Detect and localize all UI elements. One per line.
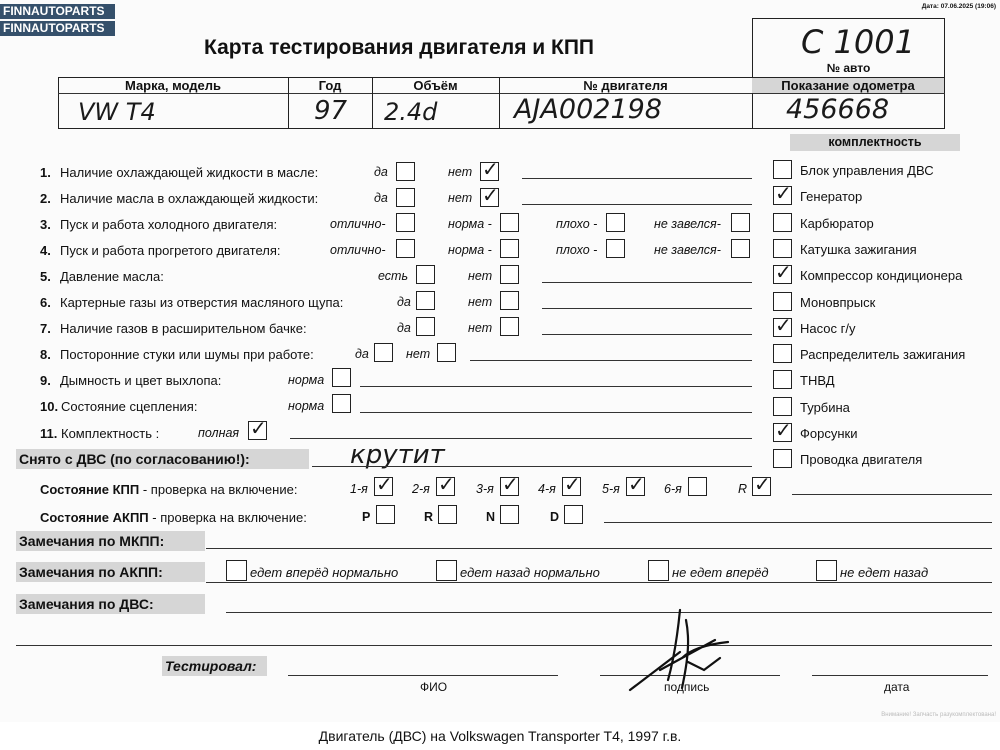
check-mark: ✓ [754,472,771,496]
q3-num: 3. [40,217,51,232]
date-label: дата [884,680,910,694]
akpp-row [40,510,307,525]
akpp-remark-box[interactable] [226,560,247,581]
q4-o3: плохо - [556,243,598,257]
q7-num: 7. [40,321,51,336]
q4-o2: норма - [448,243,492,257]
q5-yes-label: есть [378,269,409,283]
remarks-dvs-line-2 [16,645,992,646]
completeness-box[interactable] [773,449,792,468]
completeness-box[interactable] [773,292,792,311]
akpp-label: Состояние АКПП [40,510,149,525]
completeness-box[interactable] [773,397,792,416]
car-number-value: С 1001 [801,23,915,61]
remarks-akpp-label: Замечания по АКПП: [16,562,205,582]
kpp-gear-label: 1-я [350,482,368,496]
q10-box[interactable] [332,394,351,413]
q3-o2-box[interactable] [500,213,519,232]
q8-yes-label: да [355,347,369,361]
q5-label: Давление масла: [60,269,164,284]
date-line [812,675,988,676]
q4-o1-box[interactable] [396,239,415,258]
q6-label: Картерные газы из отверстия масляного щупа: [60,295,344,310]
check-mark: ✓ [482,183,499,207]
completeness-label: Генератор [800,189,863,205]
q9-num: 9. [40,373,51,388]
remarks-mkpp-line [206,548,992,549]
completeness-box[interactable] [773,239,792,258]
check-mark: ✓ [775,260,792,285]
q10-label: Состояние сцепления: [61,399,198,414]
completeness-label: Блок управления ДВС [800,163,934,178]
q2-label: Наличие масла в охлаждающей жидкости: [60,191,319,206]
completeness-box[interactable] [773,160,792,179]
q11-label: Комплектность : [61,426,160,441]
q3-o3-box[interactable] [606,213,625,232]
completeness-box[interactable] [773,344,792,363]
val-odometer: 456668 [786,94,890,125]
q2-yes-box[interactable] [396,188,415,207]
akpp-mode-label: D [550,510,560,524]
kpp-gear-label: 6-я [664,482,682,496]
q8-no-box[interactable] [437,343,456,362]
watermark-line2: FINNAUTOPARTS [0,21,115,36]
q4-label: Пуск и работа прогретого двигателя: [60,243,281,258]
completeness-label: Катушка зажигания [800,241,917,257]
q4-o3-box[interactable] [606,239,625,258]
q11-line [290,438,752,439]
q1-yes-box[interactable] [396,162,415,181]
col-make: Марка, модель [124,78,222,93]
completeness-box[interactable] [773,213,792,232]
kpp-row [40,482,297,497]
kpp-gear-box[interactable] [626,472,645,496]
q4-o4: не завелся- [654,243,721,257]
col-year: Год [318,78,342,93]
kpp-gear-label: R [738,482,748,496]
q8-line [470,360,752,361]
q3-o2: норма - [448,217,492,231]
akpp-mode-box[interactable] [564,505,583,524]
completeness-box[interactable] [773,418,792,442]
faint-note: Внимание! Запчасть разукомплектована! [881,712,996,718]
q9-line [360,386,752,387]
check-mark: ✓ [438,472,455,496]
akpp-mode-box[interactable] [500,505,519,524]
q8-label: Посторонние стуки или шумы при работе: [60,347,314,362]
q7-no-label: нет [468,321,493,335]
q1-no-box[interactable] [480,157,499,181]
q10-line [360,412,752,413]
q7-yes-box[interactable] [416,317,435,336]
q1-no-label: нет [448,165,473,179]
q4-o4-box[interactable] [731,239,750,258]
remarks-mkpp-label: Замечания по МКПП: [16,531,205,551]
q4-o2-box[interactable] [500,239,519,258]
q11-opt: полная [198,426,240,440]
q5-no-box[interactable] [500,265,519,284]
q3-o4: не завелся- [654,217,721,231]
removed-label: Снято с ДВС (по согласованию!): [16,449,309,469]
remarks-dvs-label: Замечания по ДВС: [16,594,205,614]
kpp-gear-box[interactable] [374,472,393,496]
kpp-gear-label: 3-я [476,482,494,496]
tested-label: Тестировал: [162,656,267,676]
col-engine-no: № двигателя [583,78,668,93]
kpp-gear-box[interactable] [436,472,455,496]
check-mark: ✓ [775,418,792,442]
val-year: 97 [314,96,348,126]
q1-yes-label: да [374,165,388,179]
q10-opt: норма [288,399,325,413]
q5-no-label: нет [468,269,493,283]
col-volume: Объём [413,78,458,93]
akpp-remark-label: не едет вперёд [672,565,769,580]
sign-label: подпись [664,680,710,694]
akpp-remark-box[interactable] [436,560,457,581]
q1-label: Наличие охлаждающей жидкости в масле: [60,165,319,180]
akpp-mode-label: R [424,510,434,524]
check-mark: ✓ [775,181,792,206]
val-make: VW T4 [78,98,156,126]
kpp-gear-box[interactable] [562,472,581,496]
q11-num: 11. [40,426,58,441]
akpp-mode-label: P [362,510,371,524]
completeness-label: Турбина [800,399,850,415]
q6-no-box[interactable] [500,291,519,310]
date-stamp: Дата: 07.06.2025 (19:06) [921,3,996,10]
q3-o1: отлично- [330,217,386,231]
q3-o3: плохо - [556,217,598,231]
q2-yes-label: да [374,191,388,205]
q7-yes-label: да [397,321,411,335]
kpp-gear-label: 4-я [538,482,556,496]
akpp-mode-label: N [486,510,496,524]
q3-o1-box[interactable] [396,213,415,232]
akpp-remark-box[interactable] [816,560,837,581]
q6-num: 6. [40,295,51,310]
completeness-label: Насос г/у [800,320,856,336]
check-mark: ✓ [376,472,393,496]
q7-label: Наличие газов в расширительном бачке: [60,321,307,336]
fio-line [288,675,558,676]
q5-line [542,282,752,283]
q1-num: 1. [40,165,51,180]
q5-num: 5. [40,269,51,284]
q4-o1: отлично- [330,243,386,257]
completeness-label: ТНВД [800,373,835,389]
q2-no-box[interactable] [480,183,499,207]
check-mark: ✓ [564,472,581,496]
akpp-remark-box[interactable] [648,560,669,581]
q6-no-label: нет [468,295,493,309]
akpp-remark-label: едет вперёд нормально [250,565,399,580]
q3-label: Пуск и работа холодного двигателя: [60,217,278,232]
col-odometer: Показание одометра [781,78,915,93]
form-title: Карта тестирования двигателя и КПП [204,36,595,59]
watermark-line1: FINNAUTOPARTS [0,4,115,19]
q9-label: Дымность и цвет выхлопа: [60,373,222,388]
completeness-label: Форсунки [800,426,858,441]
completeness-label: Моновпрыск [800,294,876,310]
check-mark: ✓ [628,472,645,496]
remarks-dvs-line-1 [226,612,992,613]
q1-line [522,178,752,179]
removed-line [312,466,752,467]
completeness-box[interactable] [773,312,792,337]
check-mark: ✓ [775,312,792,337]
kpp-gear-label: 5-я [602,482,620,496]
completeness-title: комплектность [790,134,960,151]
completeness-label: Компрессор кондиционера [800,268,963,284]
completeness-box[interactable] [773,260,792,285]
q2-no-label: нет [448,191,473,205]
kpp-label: Состояние КПП [40,482,140,497]
removed-hand: крутит [350,440,445,470]
q7-no-box[interactable] [500,317,519,336]
car-number-box [752,18,945,77]
kpp-sub: - проверка на включение: [139,482,298,497]
akpp-mode-box[interactable] [376,505,395,524]
kpp-gear-box[interactable] [500,472,519,496]
fio-label: ФИО [420,680,448,694]
q10-num: 10. [40,399,59,414]
completeness-label: Карбюратор [800,215,874,231]
q4-num: 4. [40,243,51,258]
akpp-remark-label: едет назад нормально [460,565,600,580]
completeness-box[interactable] [773,181,792,206]
completeness-label: Распределитель зажигания [800,347,966,363]
check-mark: ✓ [482,157,499,181]
val-engine-no: AJA002198 [514,94,662,125]
completeness-label: Проводка двигателя [800,452,923,468]
q2-line [522,204,752,205]
q8-no-label: нет [406,347,431,361]
akpp-line [604,522,992,523]
completeness-box[interactable] [773,370,792,389]
image-caption: Двигатель (ДВС) на Volkswagen Transporter T4, 1997 г.в. [318,728,682,744]
q11-box[interactable] [248,416,267,440]
q2-num: 2. [40,191,51,206]
akpp-sub: - проверка на включение: [148,510,307,525]
check-mark: ✓ [502,472,519,496]
kpp-gear-label: 2-я [412,482,430,496]
signature [620,600,740,700]
q6-line [542,308,752,309]
kpp-gear-box[interactable] [688,477,707,496]
q8-num: 8. [40,347,51,362]
val-volume: 2.4d [384,98,438,126]
check-mark: ✓ [250,416,267,440]
q8-yes-box[interactable] [374,343,393,362]
kpp-gear-box[interactable] [752,472,771,496]
q7-line [542,334,752,335]
remarks-akpp-line [206,582,992,583]
q9-box[interactable] [332,368,351,387]
q6-yes-box[interactable] [416,291,435,310]
q3-o4-box[interactable] [731,213,750,232]
akpp-mode-box[interactable] [438,505,457,524]
q9-opt: норма [288,373,325,387]
q5-yes-box[interactable] [416,265,435,284]
kpp-line [792,494,992,495]
car-number-label: № авто [826,61,871,75]
akpp-remark-label: не едет назад [840,565,929,580]
q6-yes-label: да [397,295,411,309]
